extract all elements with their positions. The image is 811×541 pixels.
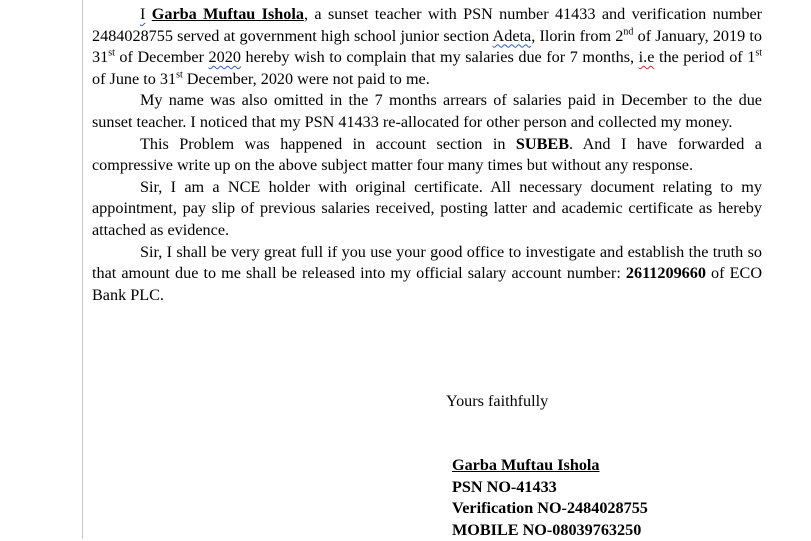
author-name-inline: Garba Muftau Ishola bbox=[152, 5, 304, 23]
paragraph-1: I Garba Muftau Ishola, a sunset teacher with PSN number 41433 and verification number 2484028755 served at government high school junior section Adeta, Ilorin from 2nd of January, 2019 to 31st of December 2020 hereby wish to complain that my salaries due for 7 months, i.e the period of 1st of June to 31st December, 2020 were not paid to me. bbox=[92, 4, 762, 90]
paragraph-3: This Problem was happened in account section in SUBEB. And I have forwarded a compressive write up on the above subject matter four many times but without any response. bbox=[92, 134, 762, 177]
signature-mobile: MOBILE NO-08039763250 bbox=[452, 520, 648, 541]
signature-psn: PSN NO-41433 bbox=[452, 477, 648, 499]
signature-block bbox=[452, 455, 648, 541]
page-margin-line bbox=[82, 0, 83, 539]
subeb-bold: SUBEB bbox=[516, 135, 569, 153]
paragraph-2: My name was also omitted in the 7 months arrears of salaries paid in December to the due sunset teacher. I noticed that my PSN 41433 re-allocated for other person and collected my money. bbox=[92, 90, 762, 133]
signature-name: Garba Muftau Ishola bbox=[452, 455, 648, 477]
signature-verification: Verification NO-2484028755 bbox=[452, 498, 648, 520]
letter-body bbox=[92, 4, 762, 306]
closing-salutation: Yours faithfully bbox=[446, 390, 548, 412]
account-number: 2611209660 bbox=[626, 264, 706, 282]
paragraph-5: Sir, I shall be very great full if you use your good office to investigate and establish the truth so that amount due to me shall be released into my official salary account number: 2611209660 of ECO Bank PLC. bbox=[92, 242, 762, 307]
paragraph-4: Sir, I am a NCE holder with original certificate. All necessary document relating to my appointment, pay slip of previous salaries received, posting latter and academic certificate as hereby attached as evidence. bbox=[92, 177, 762, 242]
